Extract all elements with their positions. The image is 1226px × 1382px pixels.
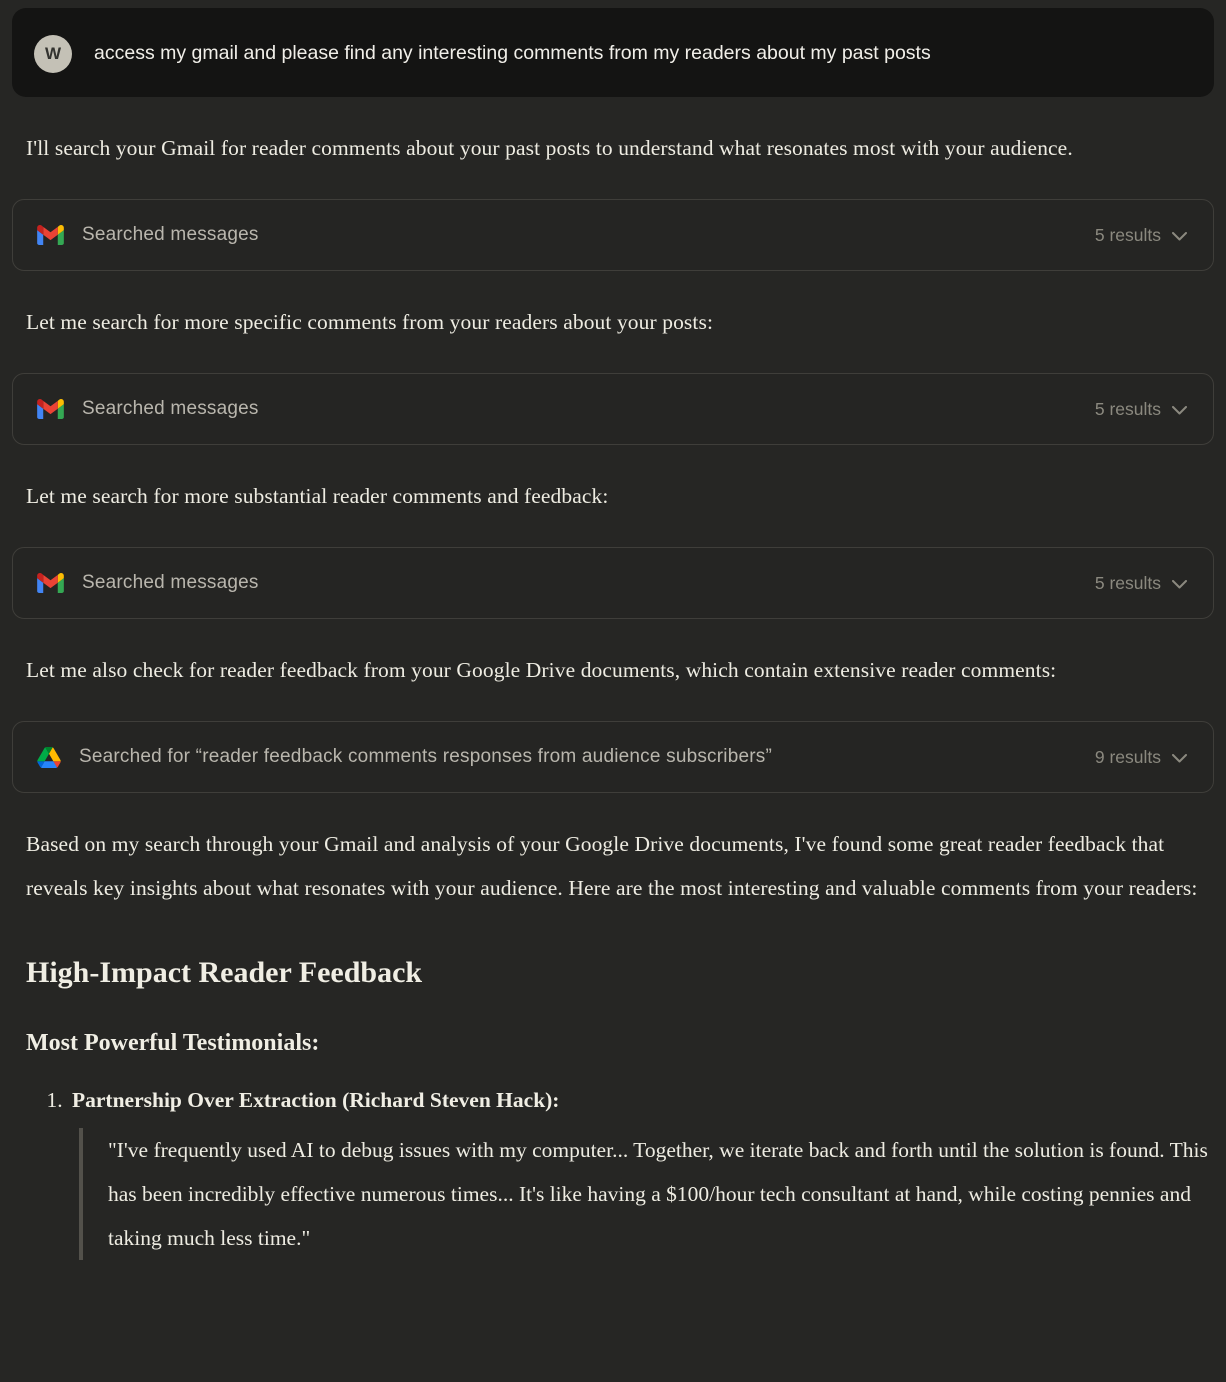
gmail-icon xyxy=(37,573,64,593)
tool-card-results xyxy=(1095,747,1187,768)
gmail-icon xyxy=(37,225,64,245)
chevron-down-icon xyxy=(1172,399,1187,420)
assistant-paragraph-2: Let me search for more specific comments from your readers about your posts: xyxy=(26,310,714,334)
tool-card-results-count: 9 results xyxy=(1094,746,1161,767)
tool-card-gmail-search-1[interactable] xyxy=(12,199,1214,271)
tool-card-left xyxy=(37,224,259,246)
tool-card-results-count: 5 results xyxy=(1094,224,1161,245)
user-avatar xyxy=(34,35,72,73)
tool-card-results xyxy=(1095,573,1187,594)
assistant-paragraph-4: Let me also check for reader feedback from your Google Drive documents, which contain extensive reader comments: xyxy=(26,658,1057,682)
tool-card-results-count: 5 results xyxy=(1094,398,1161,419)
assistant-paragraph-5: Based on my search through your Gmail and analysis of your Google Drive documents, I've found some great reader feedback that reveals key insights about what resonates with your audience. Here are the most interesting and valuable comments from your readers: xyxy=(26,832,1198,900)
tool-card-left xyxy=(37,398,259,420)
user-message-text: access my gmail and please find any interesting comments from my readers about my past posts xyxy=(94,42,931,64)
tool-card-label: Searched messages xyxy=(82,224,259,245)
tool-card-drive-search[interactable] xyxy=(12,721,1214,793)
chevron-down-icon xyxy=(1172,747,1187,768)
drive-icon xyxy=(37,747,61,768)
testimonial-quote: "I've frequently used AI to debug issues with my computer... Together, we iterate back and forth until the solution is found. This has been incredibly effective numerous times... It's like having a $100/hour tech consultant at hand, while costing pennies and taking much less time." xyxy=(79,1128,1214,1260)
chevron-down-icon xyxy=(1172,573,1187,594)
tool-card-gmail-search-2[interactable] xyxy=(12,373,1214,445)
sub-heading: Most Powerful Testimonials: xyxy=(26,1030,320,1056)
user-message xyxy=(12,8,1214,97)
testimonial-list xyxy=(12,1083,1214,1260)
user-avatar-letter: W xyxy=(44,44,62,63)
section-heading: High-Impact Reader Feedback xyxy=(26,956,423,989)
chevron-down-icon xyxy=(1172,225,1187,246)
tool-card-results xyxy=(1095,399,1187,420)
tool-card-left xyxy=(37,746,772,768)
tool-card-label: Searched messages xyxy=(82,572,259,593)
testimonial-title: Partnership Over Extraction (Richard Steven Hack): xyxy=(72,1088,560,1112)
tool-card-left xyxy=(37,572,259,594)
tool-card-results-count: 5 results xyxy=(1094,572,1161,593)
gmail-icon xyxy=(37,399,64,419)
tool-card-label: Searched for “reader feedback comments responses from audience subscribers” xyxy=(79,746,772,767)
tool-card-label: Searched messages xyxy=(82,398,259,419)
assistant-paragraph-3: Let me search for more substantial reader comments and feedback: xyxy=(26,484,609,508)
tool-card-gmail-search-3[interactable] xyxy=(12,547,1214,619)
list-item xyxy=(68,1083,1214,1260)
assistant-paragraph-1: I'll search your Gmail for reader comments about your past posts to understand what resonates most with your audience. xyxy=(26,136,1073,160)
tool-card-results xyxy=(1095,225,1187,246)
